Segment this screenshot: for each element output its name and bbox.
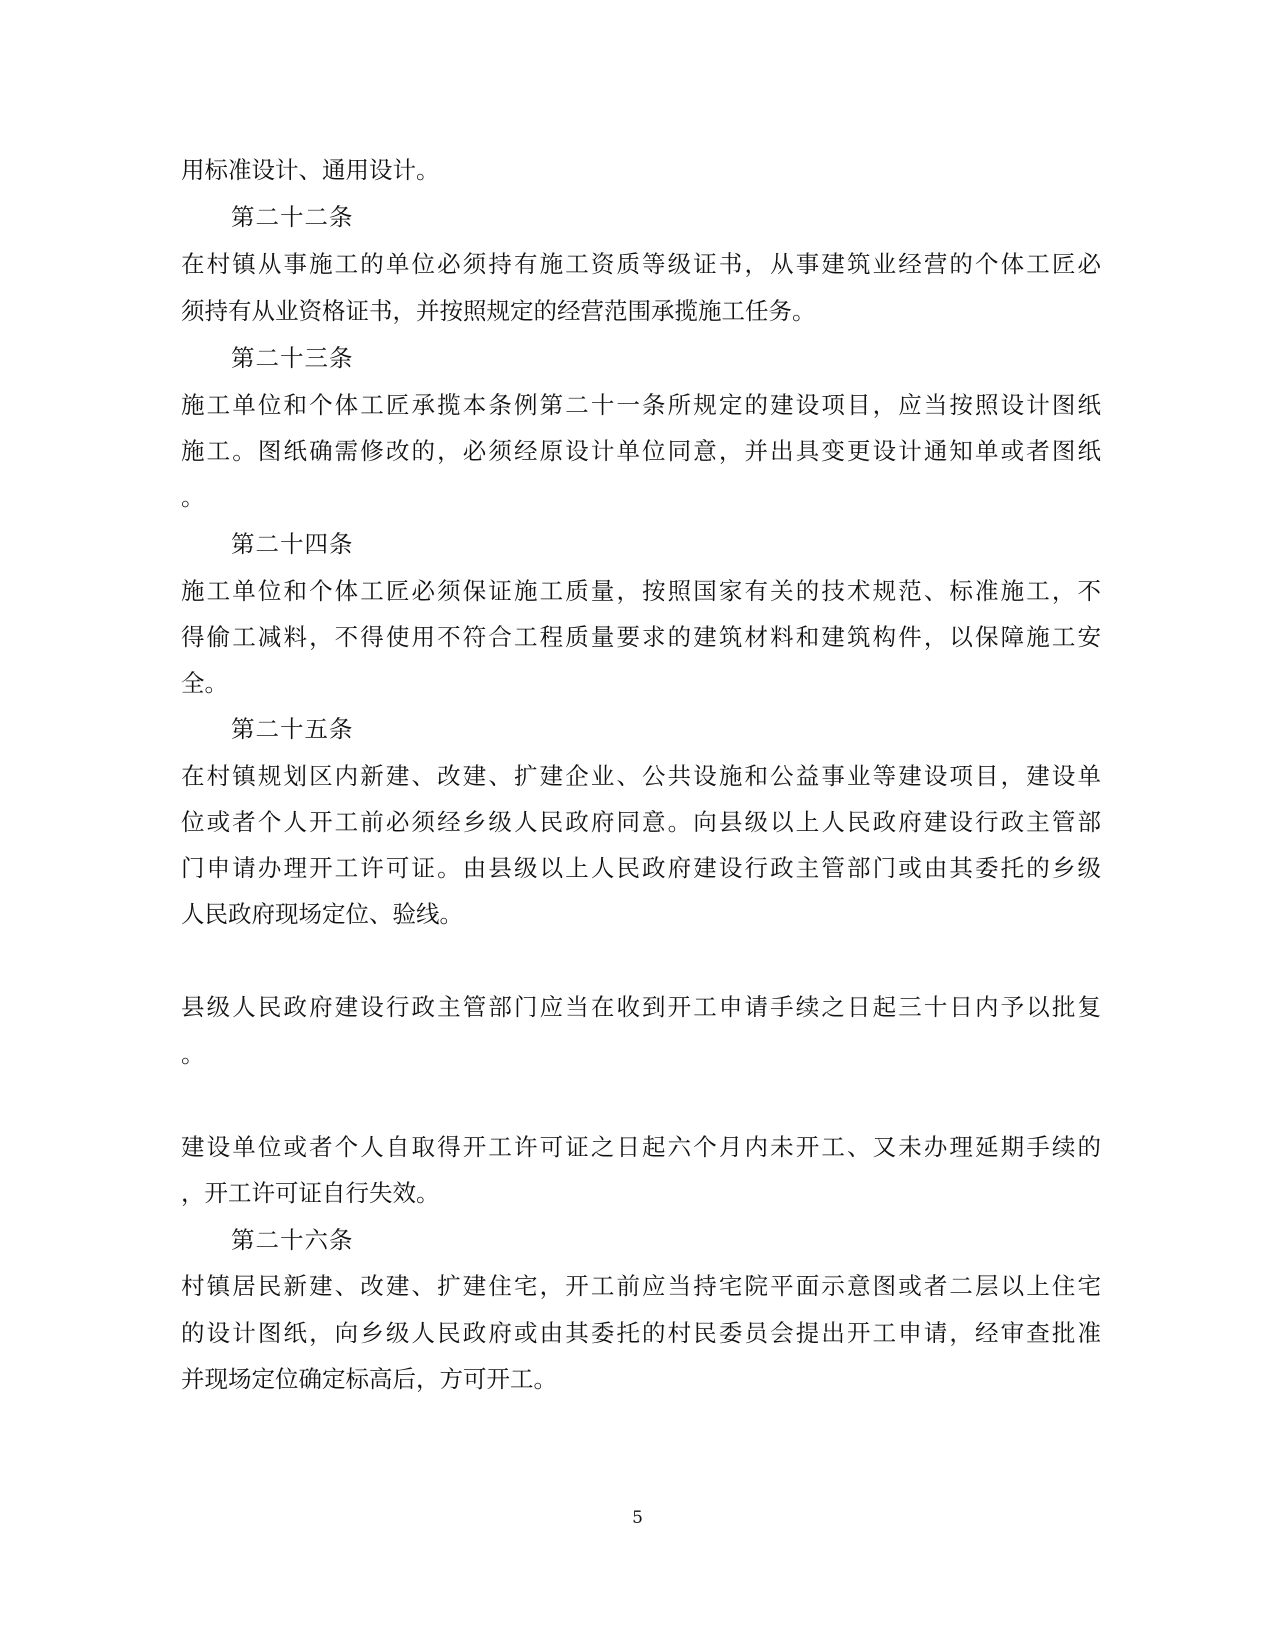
paragraph-line: 得偷工减料，不得使用不符合工程质量要求的建筑材料和建筑构件，以保障施工安 [181,623,1101,651]
paragraph-line: 须持有从业资格证书，并按照规定的经营范围承揽施工任务。 [181,297,816,325]
paragraph-line: 人民政府现场定位、验线。 [181,900,463,928]
paragraph-line: 的设计图纸，向乡级人民政府或由其委托的村民委员会提出开工申请，经审查批准 [181,1319,1101,1347]
paragraph-line: 用标准设计、通用设计。 [181,156,440,184]
paragraph-line: 建设单位或者个人自取得开工许可证之日起六个月内未开工、又未办理延期手续的 [181,1133,1101,1161]
article-heading-23: 第二十三条 [231,344,354,372]
paragraph-line: 施工单位和个体工匠必须保证施工质量，按照国家有关的技术规范、标准施工，不 [181,577,1101,605]
paragraph-line: 全。 [181,669,228,697]
paragraph-line: 施工。图纸确需修改的，必须经原设计单位同意，并出具变更设计通知单或者图纸 [181,437,1101,465]
paragraph-line: 施工单位和个体工匠承揽本条例第二十一条所规定的建设项目，应当按照设计图纸 [181,391,1101,419]
paragraph-line: 。 [181,483,205,511]
page-number: 5 [632,1508,643,1528]
paragraph-line: 县级人民政府建设行政主管部门应当在收到开工申请手续之日起三十日内予以批复 [181,993,1101,1021]
article-heading-22: 第二十二条 [231,203,354,231]
paragraph-line: 。 [181,1040,205,1068]
paragraph-line: ，开工许可证自行失效。 [181,1179,440,1207]
paragraph-line: 并现场定位确定标高后，方可开工。 [181,1365,557,1393]
article-heading-24: 第二十四条 [231,530,354,558]
paragraph-line: 位或者个人开工前必须经乡级人民政府同意。向县级以上人民政府建设行政主管部 [181,808,1101,836]
article-heading-25: 第二十五条 [231,715,354,743]
paragraph-line: 在村镇规划区内新建、改建、扩建企业、公共设施和公益事业等建设项目，建设单 [181,762,1101,790]
paragraph-line: 在村镇从事施工的单位必须持有施工资质等级证书，从事建筑业经营的个体工匠必 [181,250,1101,278]
paragraph-line: 村镇居民新建、改建、扩建住宅，开工前应当持宅院平面示意图或者二层以上住宅 [181,1272,1101,1300]
paragraph-line: 门申请办理开工许可证。由县级以上人民政府建设行政主管部门或由其委托的乡级 [181,854,1101,882]
article-heading-26: 第二十六条 [231,1226,354,1254]
